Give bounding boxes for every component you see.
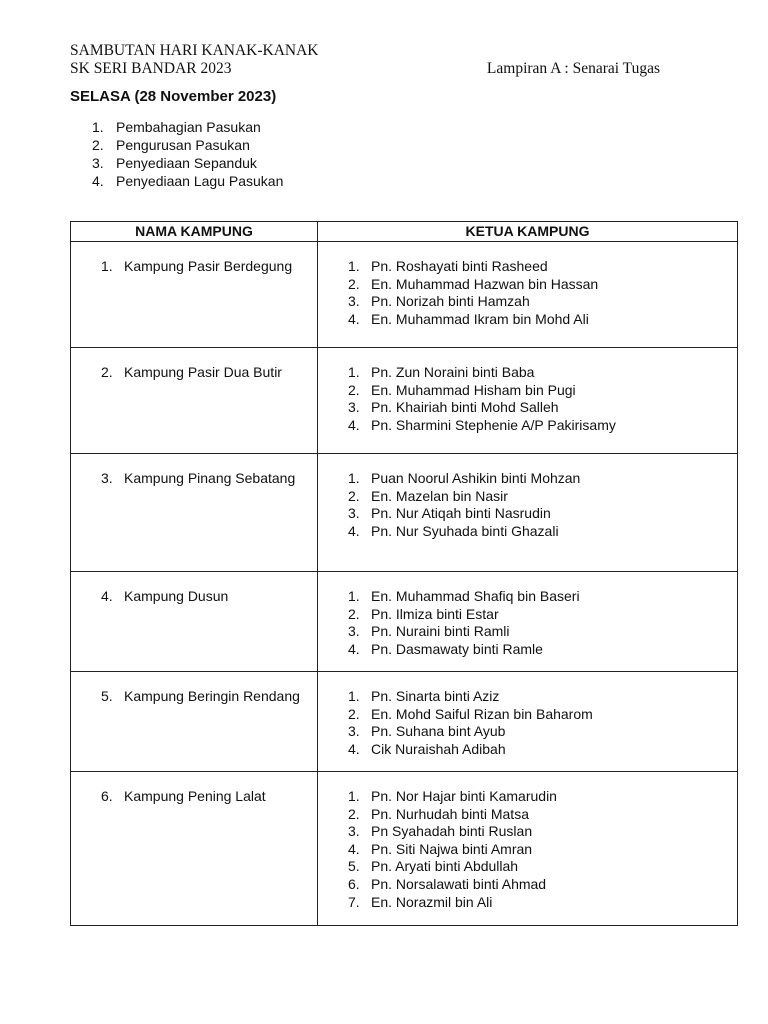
ketua-name: Pn. Dasmawaty binti Ramle [371,640,543,657]
ketua-name: En. Mazelan bin Nasir [371,487,508,504]
ketua-cell [318,672,738,772]
list-item: 2. En. Mohd Saiful Rizan bin Baharom [348,705,593,722]
ketua-name: En. Norazmil bin Ali [371,893,493,910]
kampung-cell [71,672,318,772]
row-number: 5. [101,688,113,704]
ketua-list [348,470,737,540]
school-name: SK SERI BANDAR 2023 [70,60,232,77]
ketua-list [348,364,737,434]
list-item: 1. Pn. Nor Hajar binti Kamarudin [348,788,557,804]
list-item: 3. Pn. Suhana bint Ayub [348,723,506,740]
list-item: 1. Puan Noorul Ashikin binti Mohzan [348,470,581,486]
task-item [92,118,283,136]
list-item: 4. En. Muhammad Ikram bin Mohd Ali [348,310,589,327]
table-row [71,242,738,348]
event-title: SAMBUTAN HARI KANAK-KANAK [70,42,319,59]
ketua-name: Pn. Nur Syuhada binti Ghazali [371,522,559,539]
list-item: 2. Pn. Ilmiza binti Estar [348,605,499,622]
list-item: 3. Pn. Nuraini binti Ramli [348,623,510,640]
task-label: Penyediaan Sepanduk [116,155,257,171]
kampung-name: Kampung Pasir Dua Butir [124,364,282,380]
row-number: 3. [101,470,113,486]
column-header-kampung: NAMA KAMPUNG [71,222,318,242]
table-row [71,572,738,672]
list-item: 3. Pn. Nur Atiqah binti Nasrudin [348,505,551,522]
column-header-ketua: KETUA KAMPUNG [318,222,738,242]
ketua-name: Puan Noorul Ashikin binti Mohzan [371,470,581,486]
list-item: 4. Pn. Dasmawaty binti Ramle [348,640,543,657]
table-row [71,772,738,926]
task-item [92,172,283,190]
ketua-name: En. Muhammad Ikram bin Mohd Ali [371,310,589,327]
list-item: 1. Pn. Sinarta binti Aziz [348,688,500,704]
ketua-name: En. Muhammad Shafiq bin Baseri [371,588,580,604]
ketua-list [348,688,737,758]
list-item: 2. En. Muhammad Hisham bin Pugi [348,381,576,398]
ketua-cell [318,454,738,572]
ketua-name: Pn Syahadah binti Ruslan [371,823,533,840]
list-item: 3. Pn. Khairiah binti Mohd Salleh [348,399,559,416]
kampung-cell [71,242,318,348]
ketua-name: En. Mohd Saiful Rizan bin Baharom [371,705,593,722]
list-item: 6. Pn. Norsalawati binti Ahmad [348,875,547,892]
header-row [70,60,660,78]
ketua-name: Cik Nuraishah Adibah [371,740,506,757]
day-title: SELASA (28 November 2023) [70,88,277,105]
ketua-name: Pn. Nuraini binti Ramli [371,623,510,640]
list-item: 1. En. Muhammad Shafiq bin Baseri [348,588,580,604]
list-item: 5. Pn. Aryati binti Abdullah [348,858,519,875]
kampung-name: Kampung Dusun [124,588,229,604]
ketua-name: Pn. Siti Najwa binti Amran [371,840,533,857]
attachment-label: Lampiran A : Senarai Tugas [486,60,660,77]
list-item: 3. Pn. Norizah binti Hamzah [348,293,530,310]
ketua-cell [318,348,738,454]
ketua-name: Pn. Zun Noraini binti Baba [371,364,535,380]
task-label: Penyediaan Lagu Pasukan [116,173,284,189]
ketua-list [348,258,737,328]
list-item: 1. Pn. Zun Noraini binti Baba [348,364,535,380]
task-item [92,136,283,154]
task-label: Pembahagian Pasukan [116,119,261,135]
row-number: 6. [101,788,113,804]
table-header-row [71,222,738,242]
ketua-name: Pn. Norsalawati binti Ahmad [371,875,547,892]
row-number: 4. [101,588,113,604]
list-item: 2. En. Mazelan bin Nasir [348,487,508,504]
task-number: 3. [92,155,104,171]
list-item: 4. Pn. Siti Najwa binti Amran [348,840,533,857]
table-row [71,454,738,572]
task-list [92,118,283,190]
kampung-name: Kampung Pening Lalat [124,788,266,804]
list-item: 4. Cik Nuraishah Adibah [348,740,506,757]
ketua-name: Pn. Ilmiza binti Estar [371,605,499,622]
table-row [71,672,738,772]
kampung-table [70,221,738,926]
kampung-name: Kampung Beringin Rendang [124,688,300,704]
ketua-name: Pn. Norizah binti Hamzah [371,293,530,310]
ketua-name: Pn. Suhana bint Ayub [371,723,506,740]
list-item: 7. En. Norazmil bin Ali [348,893,493,910]
kampung-name: Kampung Pasir Berdegung [124,258,293,274]
kampung-cell [71,454,318,572]
kampung-cell [71,572,318,672]
kampung-cell [71,772,318,926]
ketua-name: Pn. Nurhudah binti Matsa [371,805,529,822]
ketua-cell [318,572,738,672]
task-number: 4. [92,173,104,189]
ketua-name: En. Muhammad Hisham bin Pugi [371,381,576,398]
task-number: 2. [92,137,104,153]
list-item: 4. Pn. Nur Syuhada binti Ghazali [348,522,559,539]
ketua-cell [318,772,738,926]
document-header [70,42,660,78]
ketua-name: Pn. Aryati binti Abdullah [371,858,519,875]
list-item: 2. Pn. Nurhudah binti Matsa [348,805,529,822]
ketua-list [348,588,737,658]
ketua-name: Pn. Khairiah binti Mohd Salleh [371,399,559,416]
ketua-cell [318,242,738,348]
ketua-name: Pn. Sinarta binti Aziz [371,688,500,704]
ketua-list [348,788,737,911]
list-item: 2. En. Muhammad Hazwan bin Hassan [348,275,599,292]
ketua-name: Pn. Sharmini Stephenie A/P Pakirisamy [371,416,616,433]
row-number: 1. [101,258,113,274]
table-row [71,348,738,454]
ketua-name: Pn. Nur Atiqah binti Nasrudin [371,505,551,522]
list-item: 4. Pn. Sharmini Stephenie A/P Pakirisamy [348,416,616,433]
ketua-name: Pn. Roshayati binti Rasheed [371,258,548,274]
task-number: 1. [92,119,104,135]
list-item: 3. Pn Syahadah binti Ruslan [348,823,533,840]
ketua-name: En. Muhammad Hazwan bin Hassan [371,275,599,292]
ketua-name: Pn. Nor Hajar binti Kamarudin [371,788,557,804]
task-item [92,154,283,172]
row-number: 2. [101,364,113,380]
kampung-name: Kampung Pinang Sebatang [124,470,296,486]
list-item: 1. Pn. Roshayati binti Rasheed [348,258,548,274]
task-label: Pengurusan Pasukan [116,137,250,153]
kampung-cell [71,348,318,454]
